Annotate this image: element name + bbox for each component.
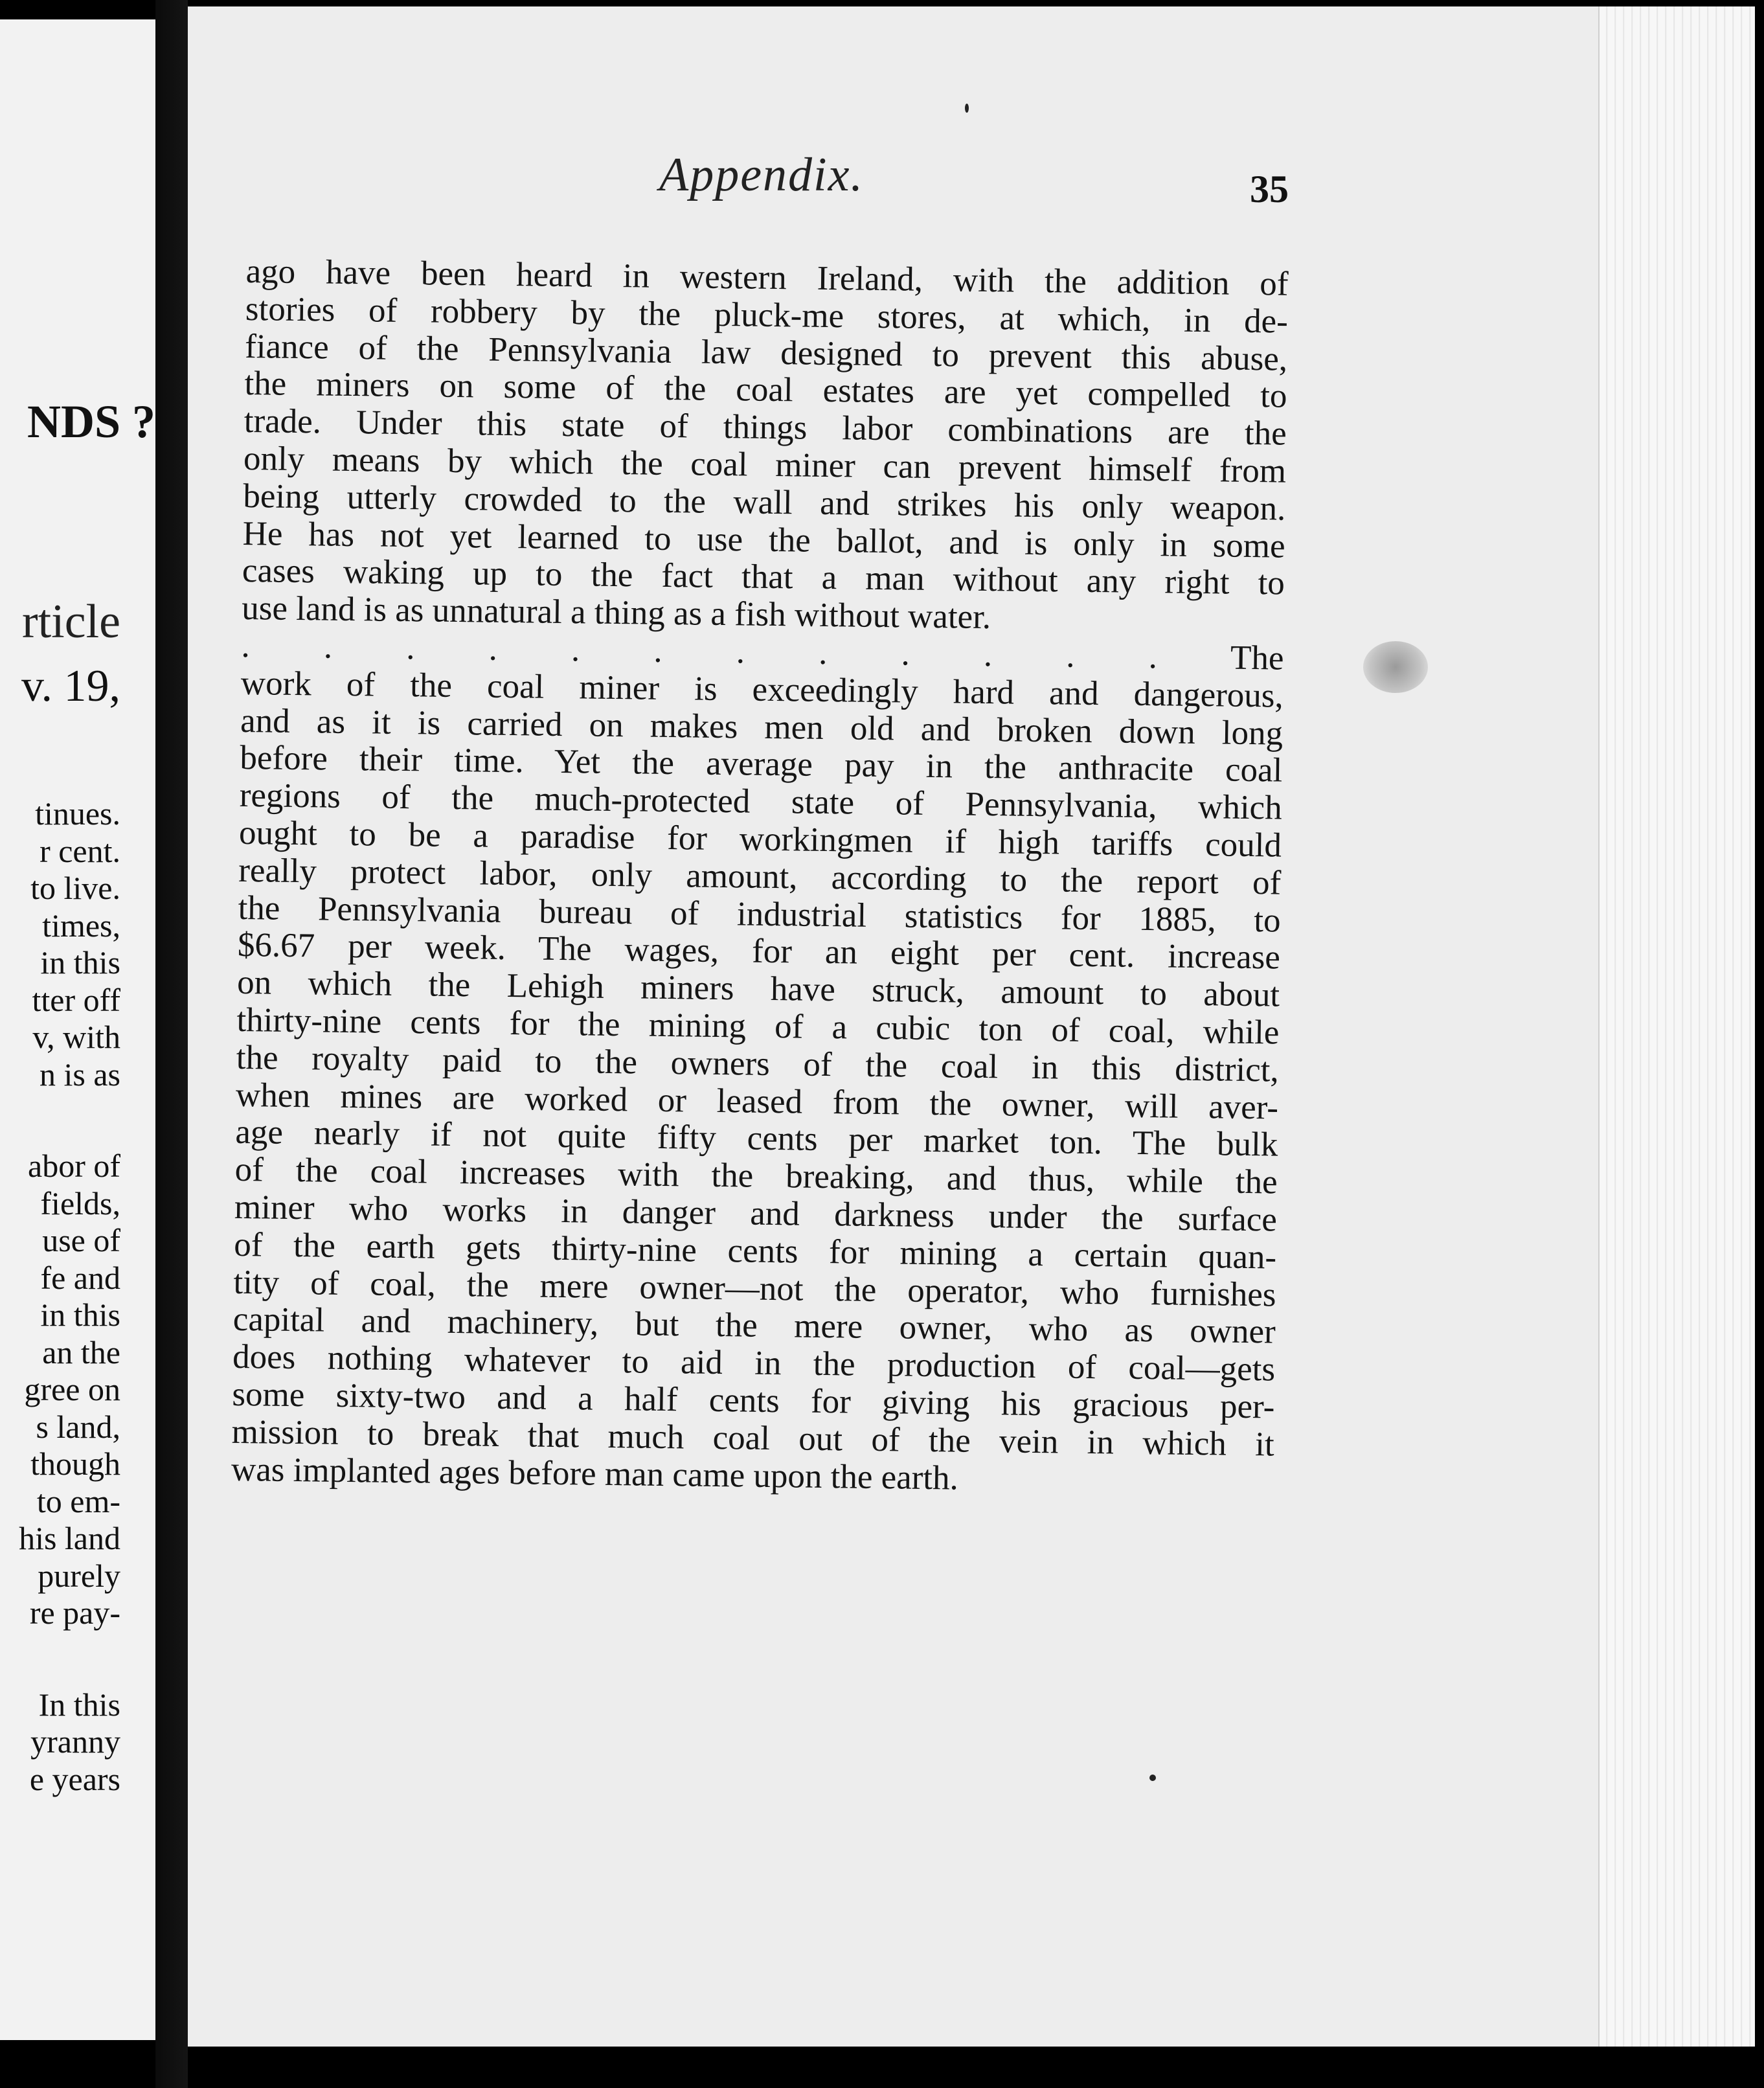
left-page-line: purely (38, 1557, 120, 1594)
text-line: the miners on some of the coal estates are yet compelled to (244, 365, 1287, 416)
left-page-paragraph-gap (0, 1632, 120, 1686)
text-line: capital and machinery, but the mere owner, who as owner (232, 1300, 1276, 1351)
left-page-line: e years (29, 1760, 120, 1797)
text-line: regions of the much-protected state of Pennsylvania, which (239, 777, 1283, 827)
left-page-line: to live. (30, 870, 120, 906)
text-line: age nearly if not quite fifty cents per market ton. The bulk (235, 1113, 1278, 1164)
text-line: fiance of the Pennsylvania law designed to prevent this abuse, (244, 327, 1288, 378)
left-page-line: in this (40, 1297, 120, 1333)
text-line: when mines are worked or leased from the owner, will aver- (235, 1076, 1279, 1127)
text-line: before their time. Yet the average pay in the anthracite coal (240, 739, 1283, 789)
text-line: cases waking up to the fact that a man without any right to (242, 552, 1285, 603)
left-page-line: to em- (36, 1482, 120, 1519)
text-line: stories of robbery by the pluck-me stores, at which, in de- (245, 289, 1289, 341)
text-line: the royalty paid to the owners of the coal in this district, (236, 1038, 1280, 1089)
left-page-line: though (30, 1446, 120, 1482)
left-page-date: v. 19, (21, 661, 120, 711)
left-page-paragraph-gap (0, 1093, 120, 1148)
left-page-line: In this (38, 1686, 120, 1723)
left-page-line: an the (42, 1333, 120, 1370)
ellipsis-line: . . . . . . . . . . . . The (241, 626, 1284, 677)
book-gutter (155, 0, 188, 2088)
ink-speck (965, 104, 969, 113)
text-line: the Pennsylvania bureau of industrial statistics for 1885, to (238, 889, 1281, 940)
left-page-line: tter off (32, 981, 120, 1018)
text-line: tity of coal, the mere owner—not the operator, who furnishes (233, 1263, 1276, 1314)
text-line: of the coal increases with the breaking, and thus, while the (234, 1151, 1278, 1201)
left-page-line: fe and (40, 1259, 120, 1296)
left-page-line: times, (42, 907, 120, 944)
ink-smudge (1363, 641, 1428, 693)
left-page-line: fields, (40, 1185, 120, 1221)
left-page-line: r cent. (40, 832, 120, 869)
left-page-line: gree on (24, 1371, 120, 1407)
left-page-line: re pay- (29, 1594, 120, 1631)
left-page-line: s land, (36, 1408, 120, 1445)
text-line: was implanted ages before man came upon the earth. (231, 1450, 959, 1497)
text-line: use land is as unnatural a thing as a fish without water. (241, 589, 991, 637)
text-line: only means by which the coal miner can prevent himself from (243, 439, 1287, 490)
text-line: trade. Under this state of things labor combinations are the (243, 402, 1287, 453)
main-page (188, 6, 1755, 2047)
text-line: $6.67 per week. The wages, for an eight per cent. increase (237, 926, 1281, 977)
ink-speck (1149, 1775, 1156, 1781)
text-line: miner who works in danger and darkness under the surface (234, 1188, 1278, 1239)
body-text (231, 253, 1289, 1501)
text-line: ought to be a paradise for workingmen if high tariffs could (238, 813, 1282, 865)
page-edges (1598, 6, 1755, 2047)
text-line: really protect labor, only amount, according to the report of (238, 851, 1282, 902)
text-line: work of the coal miner is exceedingly hard and dangerous, (240, 664, 1284, 715)
text-line: and as it is carried on makes men old and broken down long (240, 701, 1283, 753)
text-line: thirty-nine cents for the mining of a cubic ton of coal, while (236, 1001, 1280, 1052)
left-page-line: tinues. (35, 795, 120, 832)
text-line: mission to break that much coal out of the vein in which it (231, 1413, 1275, 1464)
left-page-line: in this (40, 944, 120, 981)
left-page-line: his land (19, 1520, 120, 1556)
text-line: some sixty-two and a half cents for giving his gracious per- (232, 1375, 1275, 1426)
left-page-line: abor of (28, 1148, 120, 1184)
left-page-line: n is as (40, 1056, 120, 1093)
left-page-text (0, 795, 120, 1798)
left-page-line: v, with (32, 1019, 120, 1055)
text-line: He has not yet learned to use the ballot, and is only in some (242, 514, 1285, 565)
running-head: Appendix. (659, 148, 864, 201)
text-line: does nothing whatever to aid in the production of coal—gets (232, 1337, 1276, 1389)
text-line: being utterly crowded to the wall and strikes his only weapon. (243, 477, 1286, 528)
left-page-article-word: rticle (21, 595, 120, 648)
left-facing-page (0, 19, 155, 2040)
text-line: ago have been heard in western Ireland, with the addition of (245, 253, 1289, 303)
left-page-line: use of (42, 1222, 120, 1258)
left-page-line: yranny (30, 1723, 120, 1760)
left-page-heading: NDS ? (27, 396, 155, 448)
page-number: 35 (1250, 168, 1289, 210)
text-line: on which the Lehigh miners have struck, amount to about (236, 964, 1280, 1014)
text-line: of the earth gets thirty-nine cents for mining a certain quan- (233, 1225, 1277, 1277)
